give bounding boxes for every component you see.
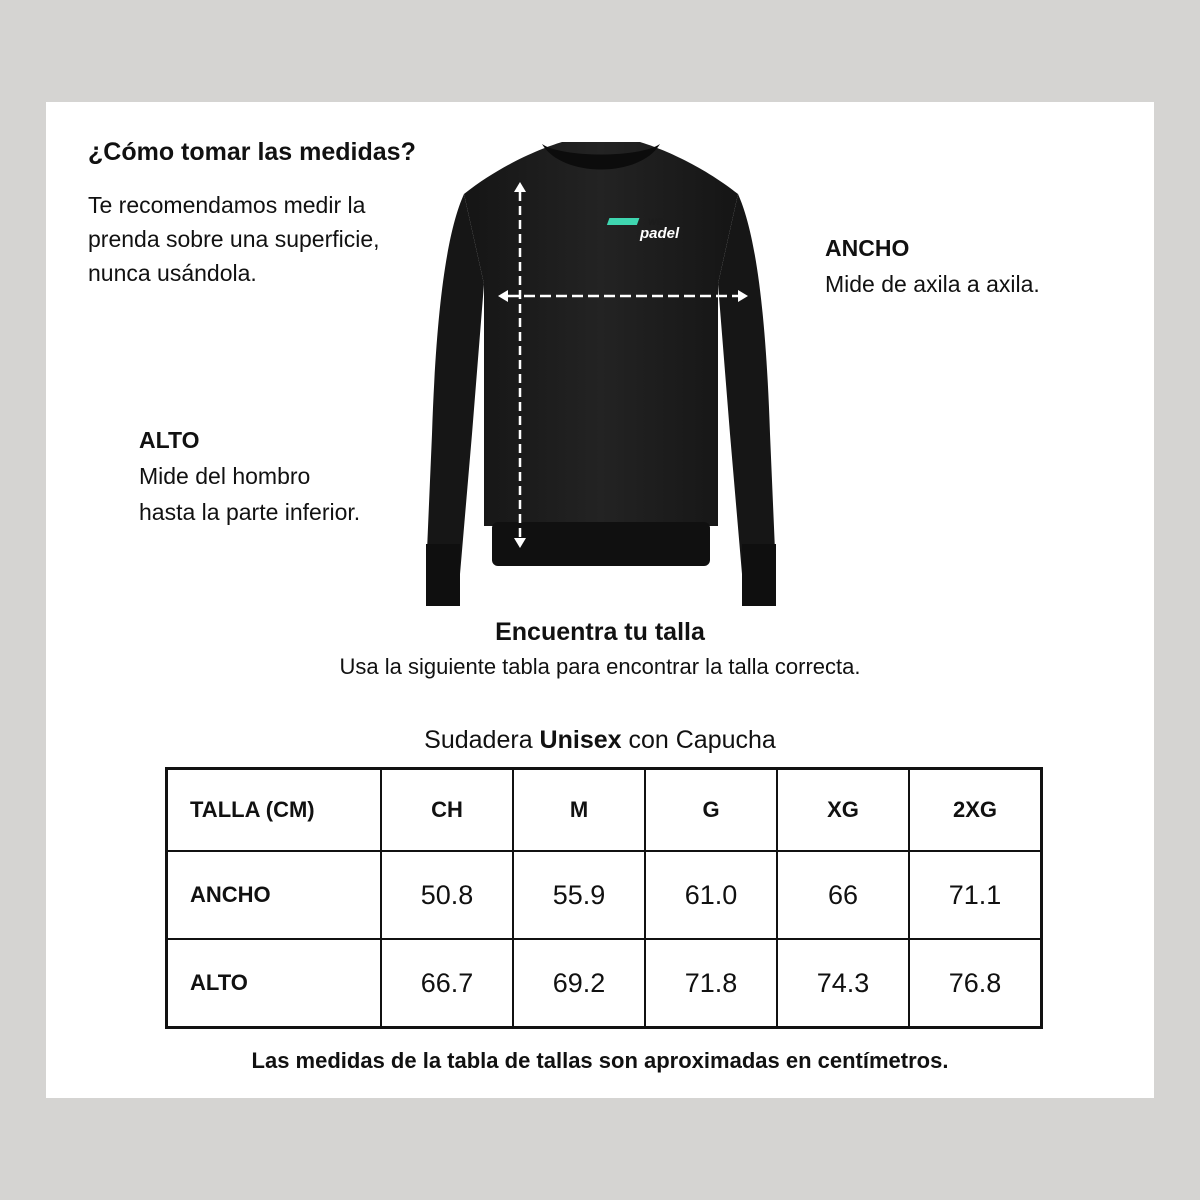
header-cell: 2XG [909,769,1042,852]
table-cell: 71.1 [909,851,1042,939]
table-cell: 66.7 [381,939,513,1028]
hem-band [492,522,710,566]
howto-line: nunca usándola. [88,260,257,286]
table-caption [46,726,1154,755]
header-cell: G [645,769,777,852]
table-cell: 76.8 [909,939,1042,1028]
header-cell: M [513,769,645,852]
table-row [167,939,1042,1028]
size-guide-card [46,102,1154,1098]
ancho-description: Mide de axila a axila. [825,271,1040,297]
left-sleeve [426,194,484,574]
row-label: ALTO [167,939,382,1028]
logo-padel: padel [640,225,680,242]
caption-bold: Unisex [539,726,622,754]
ancho-instruction [825,230,1040,302]
howto-text [88,188,428,290]
caption-prefix: Sudadera [424,726,540,754]
footnote: Las medidas de la tabla de tallas son aproximadas en centímetros. [251,1048,949,1073]
row-label: ANCHO [167,851,382,939]
sweatshirt-icon [422,134,780,606]
alto-instruction [139,422,360,530]
table-cell: 61.0 [645,851,777,939]
howto-title: ¿Cómo tomar las medidas? [88,138,416,166]
header-cell: CH [381,769,513,852]
header-cell: TALLA (CM) [167,769,382,852]
caption-suffix: con Capucha [621,726,776,754]
left-cuff [426,544,460,606]
howto-line: prenda sobre una superficie, [88,226,380,252]
howto-line: Te recomendamos medir la [88,192,366,218]
logo-we: WE [648,217,663,227]
alto-description-line: Mide del hombro [139,463,311,489]
table-cell: 74.3 [777,939,909,1028]
table-cell: 50.8 [381,851,513,939]
table-cell: 71.8 [645,939,777,1028]
table-row [167,851,1042,939]
size-table [165,767,1043,1029]
table-cell: 66 [777,851,909,939]
table-header-row [167,769,1042,852]
table-cell: 69.2 [513,939,645,1028]
table-cell: 55.9 [513,851,645,939]
right-cuff [742,544,776,606]
header-cell: XG [777,769,909,852]
find-size-title: Encuentra tu talla [495,618,705,646]
alto-label: ALTO [139,427,200,453]
find-size-subtitle: Usa la siguiente tabla para encontrar la talla correcta. [339,654,861,679]
sweatshirt-body [464,142,738,526]
ancho-label: ANCHO [825,235,910,261]
alto-description-line: hasta la parte inferior. [139,499,361,525]
right-sleeve [718,194,776,574]
